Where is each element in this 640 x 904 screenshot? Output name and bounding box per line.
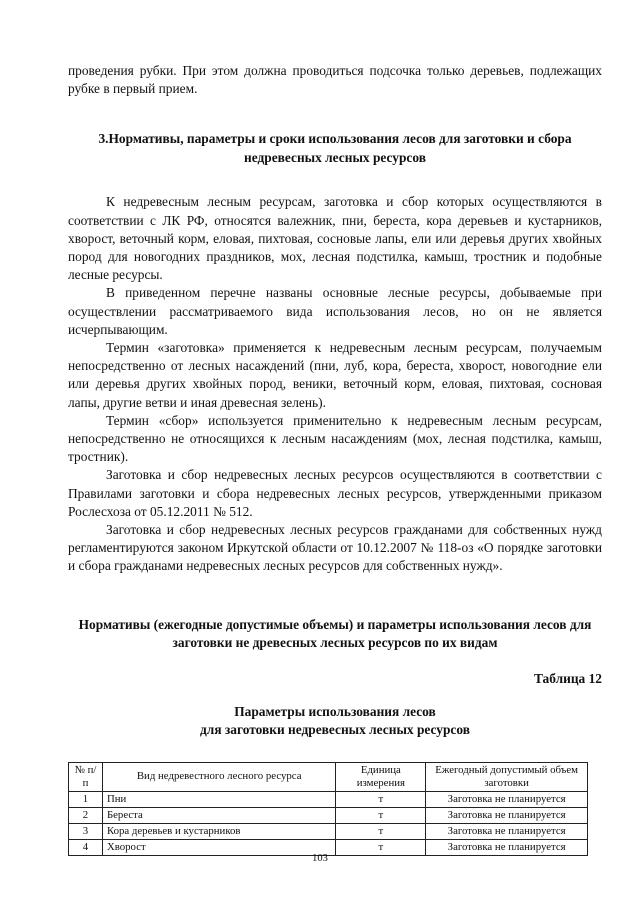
parameters-table [68, 762, 588, 856]
table-title [68, 703, 602, 740]
paragraph: Термин «заготовка» применяется к недревесным лесным ресурсам, получаемым непосредственно от лесных насаждений (пни, луб, кора, береста, хворост, новогодние ели или деревья других хвойных пород, веники, веточный корм, еловая, пихтовая, сосновая лапы, другие ветви и иная древесная зелень). [68, 340, 602, 410]
cell-unit: т [336, 807, 426, 823]
cell-number: 4 [69, 839, 103, 855]
subsection-heading: Нормативы (ежегодные допустимые объемы) и параметры использования лесов для заготовки не древесных лесных ресурсов по их видам [78, 616, 592, 651]
header-resource: Вид недревестного лесного ресурса [102, 762, 335, 791]
cell-volume: Заготовка не планируется [426, 839, 588, 855]
table-title-line2: для заготовки недревесных лесных ресурсов [200, 722, 470, 738]
cell-unit: т [336, 823, 426, 839]
header-number: № п/п [69, 762, 103, 791]
cell-volume: Заготовка не планируется [426, 823, 588, 839]
cell-unit: т [336, 791, 426, 807]
table-title-line1: Параметры использования лесов [234, 703, 436, 719]
cell-volume: Заготовка не планируется [426, 807, 588, 823]
intro-paragraph: проведения рубки. При этом должна проводиться подсочка только деревьев, подлежащих рубке в первый прием. [68, 63, 602, 97]
cell-number: 2 [69, 807, 103, 823]
cell-number: 3 [69, 823, 103, 839]
paragraph: Термин «сбор» используется применительно к недревесным лесным ресурсам, непосредственно не относящихся к лесным насаждениям (мох, лесная подстилка, камыш, тростник). [68, 412, 602, 465]
paragraph: Заготовка и сбор недревесных лесных ресурсов гражданами для собственных нужд регламентируются законом Иркутской области от 10.12.2007 № 118-оз «О порядке заготовки и сбора гражданами недревесных лесных ресурсов для собственных нужд». [68, 522, 602, 574]
page-number: 103 [312, 853, 328, 864]
table-number: Таблица 12 [533, 670, 602, 686]
cell-resource: Хворост [102, 839, 335, 855]
header-volume: Ежегодный допустимый объем заготовки [426, 762, 588, 791]
table-header-row [69, 762, 588, 791]
header-unit: Единица измерения [336, 762, 426, 791]
section-heading: 3.Нормативы, параметры и сроки использования лесов для заготовки и сбора недревесных лесных ресурсов [98, 131, 572, 165]
cell-unit: т [336, 839, 426, 855]
cell-number: 1 [69, 791, 103, 807]
table-row [69, 823, 588, 839]
cell-resource: Кора деревьев и кустарников [102, 823, 335, 839]
cell-resource: Пни [102, 791, 335, 807]
table-row [69, 807, 588, 823]
table-row [69, 791, 588, 807]
paragraph: Заготовка и сбор недревесных лесных ресурсов осуществляются в соответствии с Правилами заготовки и сбора недревесных лесных ресурсов, утвержденными приказом Рослесхоза от 05.12.2011 № 512. [68, 467, 602, 519]
cell-volume: Заготовка не планируется [426, 791, 588, 807]
cell-resource: Береста [102, 807, 335, 823]
paragraph: В приведенном перечне названы основные лесные ресурсы, добываемые при осуществлении рассматриваемого вида использования лесов, но он не является исчерпывающим. [68, 285, 602, 337]
paragraph: К недревесным лесным ресурсам, заготовка и сбор которых осуществляются в соответствии с ЛК РФ, относятся валежник, пни, береста, кора деревьев и кустарников, хворост, веточный корм, еловая, пихтовая, сосновые лапы, ели или деревья других хвойных пород для новогодних праздников, мох, лесная подстилка, камыш, тростник и подобные лесные ресурсы. [68, 194, 602, 283]
document-page [68, 62, 602, 856]
